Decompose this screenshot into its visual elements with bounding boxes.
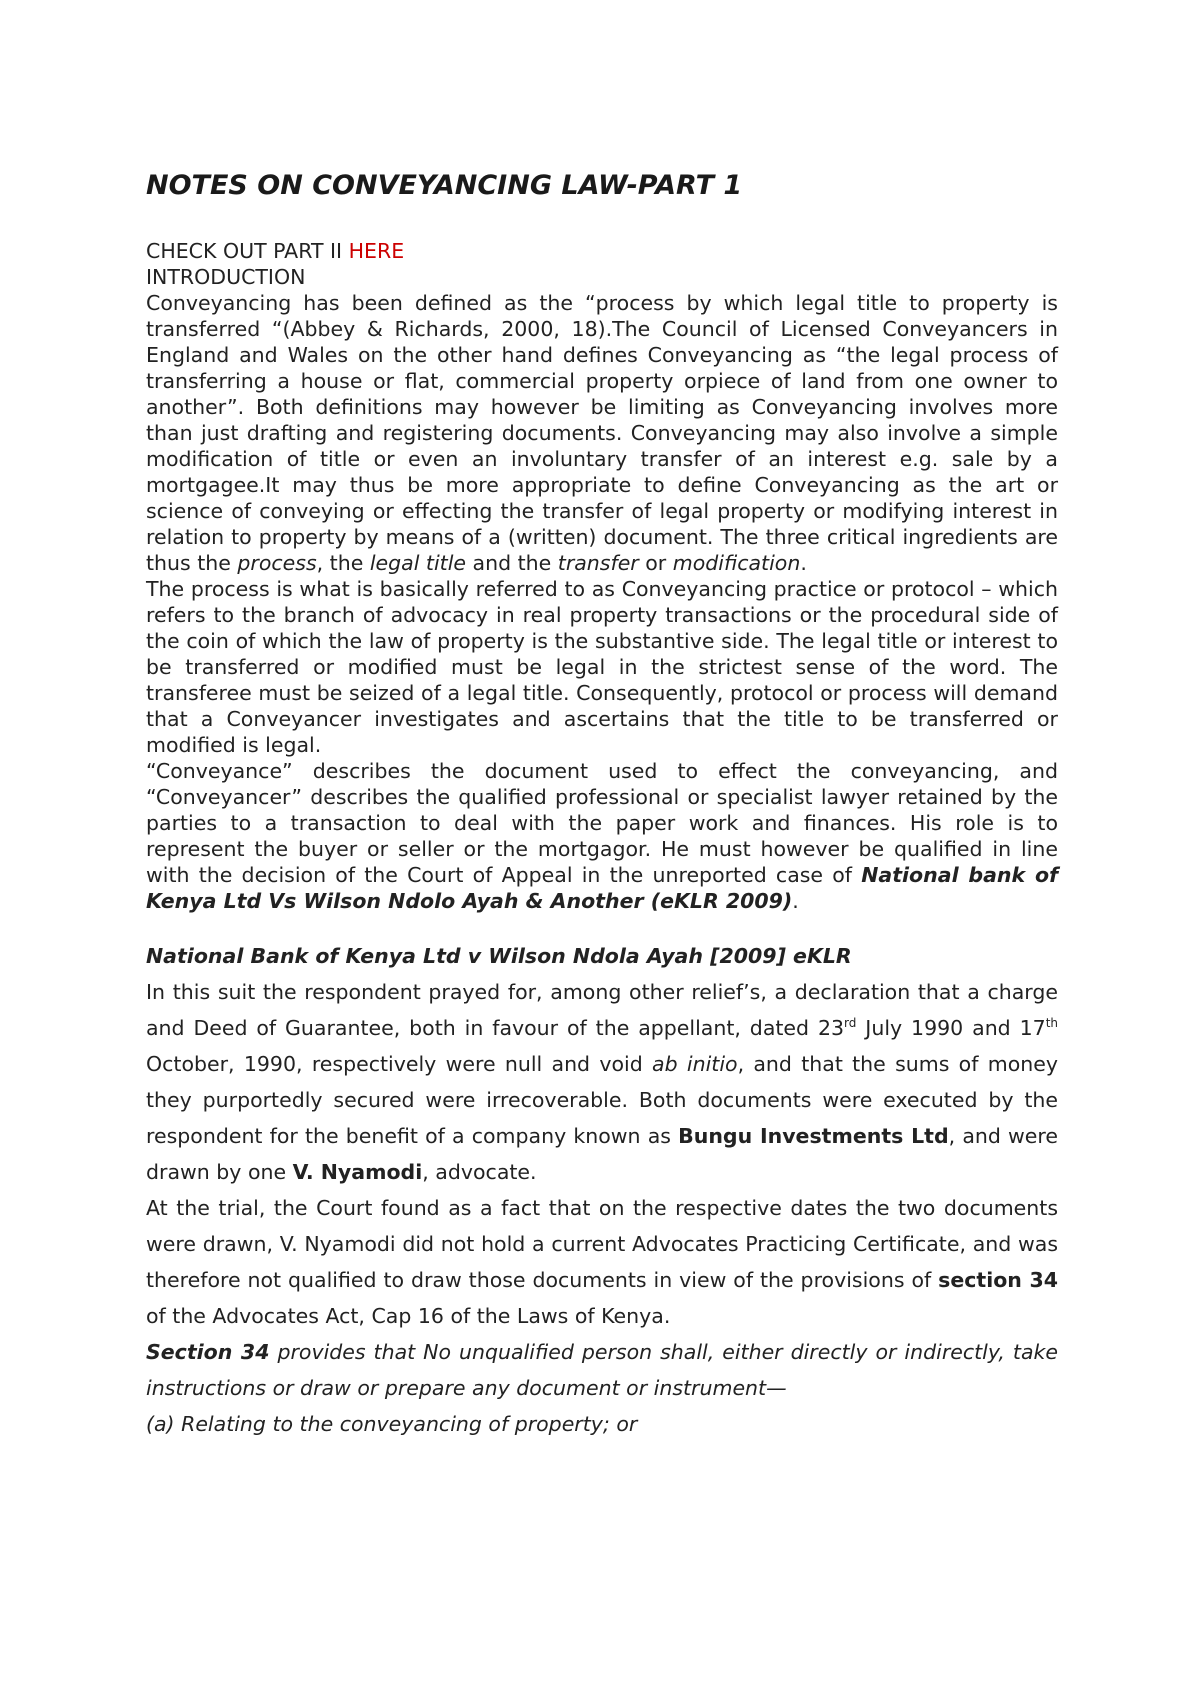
case-heading: National Bank of Kenya Ltd v Wilson Ndola Ayah [2009] eKLR	[146, 944, 852, 969]
company-name: Bungu Investments Ltd	[678, 1124, 949, 1149]
section-34-label: Section 34	[146, 1340, 270, 1365]
paragraph-process: The process is what is basically referred to as Conveyancing practice or protocol – which refers to the branch of advocacy in real property transactions or the procedural side of the coin of which the law of property is the substantive side. The legal title or interest to be transferred or modified must be legal in the strictest sense of the word. The transferee must be seized of a legal title. Consequently, protocol or process will demand that a Conveyancer investigates and ascertains that the title to be transferred or modified is legal.	[146, 577, 1058, 758]
case-citation: National bank of Kenya Ltd Vs Wilson Ndolo Ayah & Another (eKLR 2009)	[146, 863, 1058, 914]
advocate-name: V. Nyamodi	[292, 1160, 423, 1185]
introduction-heading: INTRODUCTION	[146, 265, 306, 290]
introduction-section	[146, 238, 1058, 914]
document-title: NOTES ON CONVEYANCING LAW-PART 1	[146, 170, 743, 201]
paragraph-section-34: Section 34 provides that No unqualified person shall, either directly or indirectly, take instructions or draw or prepare any document or instrument—	[146, 1340, 1058, 1401]
case-section	[146, 938, 1058, 1442]
paragraph-trial: At the trial, the Court found as a fact that on the respective dates the two documents were drawn, V. Nyamodi did not hold a current Advocates Practicing Certificate, and was therefore not qualified to draw those documents in view of the provisions of section 34 of the Advocates Act, Cap 16 of the Laws of Kenya.	[146, 1196, 1058, 1329]
paragraph-suit: In this suit the respondent prayed for, among other relief’s, a declaration that a charge and Deed of Guarantee, both in favour of the appellant, dated 23rd July 1990 and 17th October, 1990, respectively were null and void ab initio, and that the sums of money they purportedly secured were irrecoverable. Both documents were executed by the respondent for the benefit of a company known as Bungu Investments Ltd, and were drawn by one V. Nyamodi, advocate.	[146, 980, 1059, 1185]
check-out-text: CHECK OUT PART II	[146, 239, 349, 264]
part-two-link[interactable]: HERE	[348, 239, 405, 264]
paragraph-definition: Conveyancing has been defined as the “process by which legal title to property is transferred “(Abbey & Richards, 2000, 18).The Council of Licensed Conveyancers in England and Wales on the other hand defines Conveyancing as “the legal process of transferring a house or flat, commercial property orpiece of land from one owner to another”. Both definitions may however be limiting as Conveyancing involves more than just drafting and registering documents. Conveyancing may also involve a simple modification of title or even an involuntary transfer of an interest e.g. sale by a mortgagee.It may thus be more appropriate to define Conveyancing as the art or science of conveying or effecting the transfer of legal property or modifying interest in relation to property by means of a (written) document. The three critical ingredients are thus the process, the legal title and the transfer or modification.	[146, 291, 1058, 576]
paragraph-conveyance: “Conveyance” describes the document used to effect the conveyancing, and “Conveyancer” describes the qualified professional or specialist lawyer retained by the parties to a transaction to deal with the paper work and finances. His role is to represent the buyer or seller or the mortgagor. He must however be qualified in line with the decision of the Court of Appeal in the unreported case of National bank of Kenya Ltd Vs Wilson Ndolo Ayah & Another (eKLR 2009).	[146, 759, 1058, 914]
paragraph-clause-a: (a) Relating to the conveyancing of property; or	[146, 1412, 638, 1437]
check-out-line	[146, 238, 1058, 264]
section-reference: section 34	[938, 1268, 1058, 1293]
document-page	[146, 170, 1058, 1442]
